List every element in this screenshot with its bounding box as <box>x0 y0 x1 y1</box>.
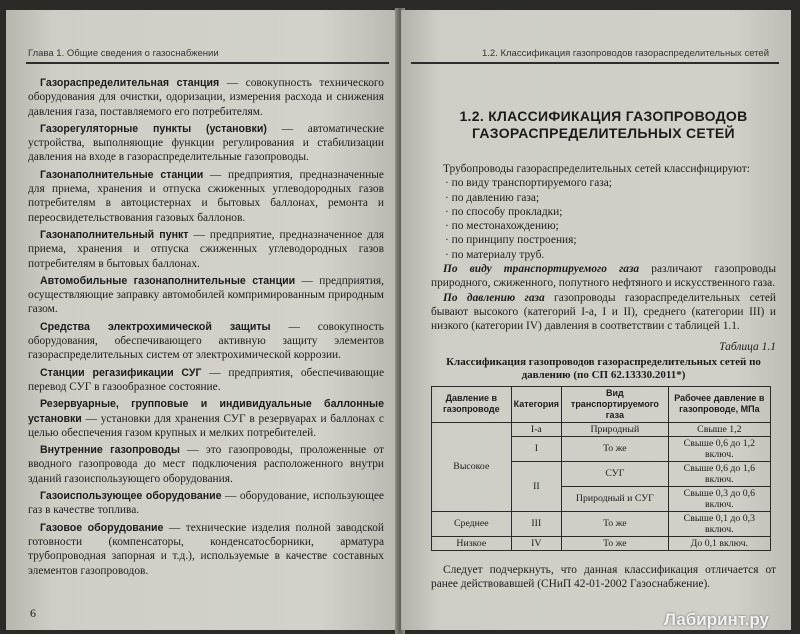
table-cell: II <box>511 461 561 511</box>
section-heading: 1.2. КЛАССИФИКАЦИЯ ГАЗОПРОВОДОВ ГАЗОРАСПРЕДЕЛИТЕЛЬНЫХ СЕТЕЙ <box>459 108 748 141</box>
table-cell: Свыше 1,2 <box>668 422 770 436</box>
glossary-term: Внутренние газопроводы <box>40 444 180 457</box>
glossary-entry <box>28 168 384 225</box>
table-cell: Высокое <box>432 422 512 511</box>
table-header-cell: Давление в газопроводе <box>432 386 512 422</box>
glossary-entry <box>28 489 384 518</box>
running-head-right: 1.2. Классификация газопроводов газораспределительных сетей <box>481 48 769 59</box>
table-row <box>432 422 771 436</box>
pressure-classification-table <box>431 386 771 551</box>
glossary-term: Газорегуляторные пункты (установки) <box>40 122 267 135</box>
table-cell: Среднее <box>432 511 512 536</box>
paragraph-lead: По виду транспортируемого газа <box>443 263 640 276</box>
table-cell: Свыше 0,3 до 0,6 включ. <box>668 486 770 511</box>
list-item: · по материалу труб. <box>445 248 776 262</box>
glossary-term: Средства электрохимической защиты <box>40 320 271 333</box>
classification-list <box>431 176 776 262</box>
table-cell: III <box>511 511 561 536</box>
glossary-term: Газонаполнительные станции <box>40 168 204 181</box>
table-cell: IV <box>511 536 561 550</box>
header-rule <box>411 62 779 64</box>
glossary-term: Резервуарные, групповые и индивидуальные баллонные установки <box>28 398 384 425</box>
table-row <box>432 536 771 550</box>
table-header-cell: Категория <box>511 386 561 422</box>
glossary-definition: — предприятия, предназначенные для приема, хранения и отпуска сжиженных углеводородных газов потребителям в автоцистернах и бытовых баллонах, ремонта и переосвидетельствования газовых баллонов. <box>28 168 384 224</box>
table-row <box>432 511 771 536</box>
glossary-term: Газоиспользующее оборудование <box>40 490 222 503</box>
paragraph-lead: По давлению газа <box>443 291 545 304</box>
table-cell: Природный <box>562 422 669 436</box>
table-cell: То же <box>562 536 669 550</box>
table-cell: СУГ <box>562 461 669 486</box>
table-cell: То же <box>562 511 669 536</box>
paragraph-gas-type <box>431 262 776 291</box>
table-cell: Свыше 0,1 до 0,3 включ. <box>668 511 770 536</box>
list-item: · по виду транспортируемого газа; <box>445 176 776 190</box>
paragraph-text: различают газопроводы природного, сжиженного, попутного нефтяного и искусственного газа. <box>431 263 776 290</box>
glossary-term: Газораспределительная станция <box>40 77 220 89</box>
running-head-left: Глава 1. Общие сведения о газоснабжении <box>28 48 219 59</box>
table-header-row <box>432 386 771 422</box>
glossary-definition: — технические изделия полной заводской готовности (компенсаторы, конденсатосборники, арматура трубопроводная запорная и т.д.), используемые в качестве составных элементов газопроводов. <box>28 521 384 577</box>
glossary-entry <box>28 397 384 440</box>
glossary-definition: — совокупность технического оборудования для очистки, одоризации, измерения расхода и снижения давления газа, поставляемого его потребителям. <box>28 77 384 118</box>
glossary-entry <box>28 274 384 317</box>
table-cell: То же <box>562 436 669 461</box>
table-cell: Низкое <box>432 536 512 550</box>
table-cell: I <box>511 436 561 461</box>
table-caption: Таблица 1.1 <box>719 340 776 353</box>
glossary-entry <box>28 228 384 271</box>
glossary-entry <box>28 320 384 363</box>
watermark-logo: Лабиринт.ру <box>663 610 769 629</box>
table-cell: Природный и СУГ <box>562 486 669 511</box>
glossary-definition: — это газопроводы, проложенные от вводного газопровода до мест подключения расположенного внутри зданий газоиспользующего оборудования. <box>28 444 384 485</box>
list-item: · по способу прокладки; <box>445 205 776 219</box>
glossary-entry <box>28 76 384 119</box>
table-cell: До 0,1 включ. <box>668 536 770 550</box>
closing-paragraph: Следует подчеркнуть, что данная классификация отличается от ранее действовавшей (СНиП 42-01-2002 Газоснабжение). <box>431 563 776 591</box>
glossary-definition: — предприятия, обеспечивающие перевод СУГ в газообразное состояние. <box>28 366 385 393</box>
glossary-term: Газовое оборудование <box>40 521 164 534</box>
glossary-entry <box>28 521 384 578</box>
list-item: · по местонахождению; <box>445 219 776 233</box>
table-cell: Свыше 0,6 до 1,2 включ. <box>668 436 770 461</box>
right-page <box>401 10 791 630</box>
page-number: 6 <box>30 606 36 620</box>
table-cell: Свыше 0,6 до 1,6 включ. <box>668 461 770 486</box>
left-page <box>6 10 399 630</box>
section-body <box>431 108 776 591</box>
glossary-term: Автомобильные газонаполнительные станции <box>40 274 296 287</box>
glossary-entry <box>28 122 384 165</box>
glossary-definition: — оборудование, использующее газ в качестве топлива. <box>28 490 384 517</box>
table-header-cell: Вид транспортируемого газа <box>562 386 669 422</box>
table-title: Классификация газопроводов газораспределительных сетей по давлению (по СП 62.13330.2011*) <box>446 355 761 381</box>
table-cell: I-a <box>511 422 561 436</box>
glossary-definition: — предприятия, осуществляющие заправку автомобилей компримированным природным газом. <box>28 274 384 316</box>
paragraph-text: газопроводы газораспределительных сетей бывают высокого (категорий I-a, I и II), среднего (категории III) и низкого (категории IV) давления в соответствии с таблицей 1.1. <box>431 291 776 333</box>
list-item: · по принципу построения; <box>445 233 776 247</box>
glossary-term: Станции регазификации СУГ <box>40 366 202 379</box>
table-header-cell: Рабочее давление в газопроводе, МПа <box>668 386 770 422</box>
glossary-definition: — установки для хранения СУГ в резервуарах и баллонах с целью обеспечения газом крупных и мелких потребителей. <box>28 412 384 439</box>
glossary-entry <box>28 366 384 395</box>
glossary-definition: — совокупность оборудования, обеспечивающего активную защиту элементов газораспределительных систем от электрохимической коррозии. <box>28 320 384 362</box>
glossary-term: Газонаполнительный пункт <box>40 228 189 241</box>
glossary-entry <box>28 443 384 486</box>
intro-paragraph: Трубопроводы газораспределительных сетей классифицируют: <box>443 163 750 175</box>
glossary-definition: — предприятие, предназначенное для приема, хранения и отпуска сжиженных углеводородных газов потребителям в бытовых баллонах. <box>28 228 384 270</box>
paragraph-pressure <box>431 291 776 334</box>
list-item: · по давлению газа; <box>445 191 776 205</box>
header-rule <box>26 62 389 64</box>
glossary-definition: — автоматические устройства, выполняющие функции регулирования и стабилизации давления на входе в газораспределительные газопроводы. <box>28 122 384 164</box>
glossary <box>28 76 384 581</box>
